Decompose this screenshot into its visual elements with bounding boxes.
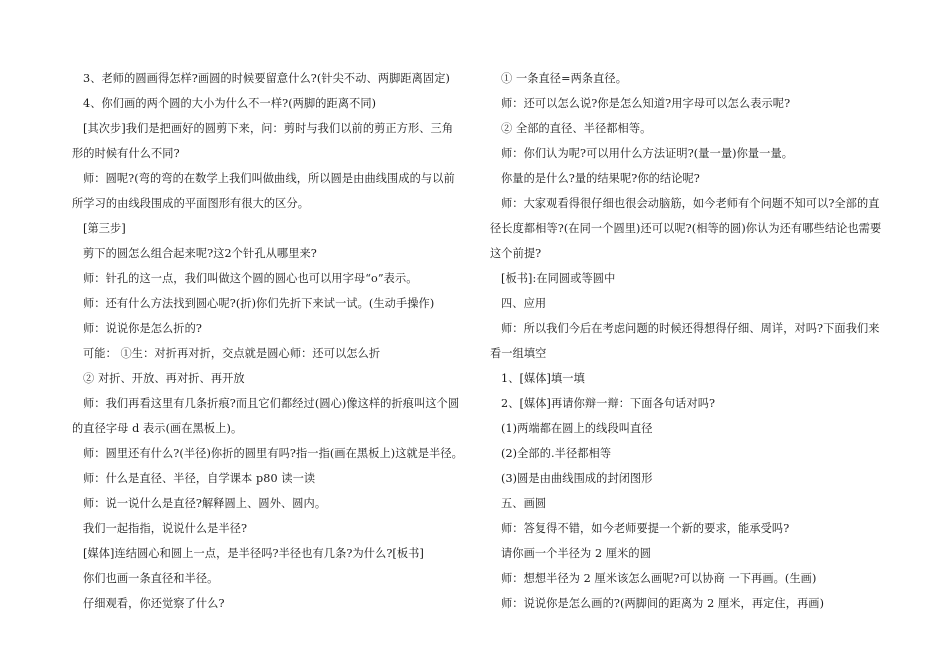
right-paragraph: 请你画一个半径为 2 厘米的圆	[501, 547, 651, 560]
right-paragraph: ② 全部的直径、半径都相等。	[501, 122, 652, 135]
left-paragraph: 可能： ①生：对折再对折，交点就是圆心师：还可以怎么折	[83, 347, 381, 360]
right-column	[490, 66, 882, 616]
right-paragraph: 师：答复得不错，如今老师要提一个新的要求，能承受吗?	[501, 522, 790, 535]
left-paragraph: 师：圆里还有什么?(半径)你折的圆里有吗?指一指(画在黑板上)这就是半径。	[83, 447, 463, 460]
right-paragraph: 你量的是什么?量的结果呢?你的结论呢?	[501, 172, 700, 185]
right-paragraph: 师：大家观看得很仔细也很会动脑筋，如今老师有个问题不知可以?全部的直径长度都相等?(在同一个圆里)还可以呢?(相等的圆)你认为还有哪些结论也需要这个前提?	[490, 197, 882, 260]
right-paragraph: (2)全部的.半径都相等	[501, 447, 612, 460]
left-paragraph: 师：还有什么方法找到圆心呢?(折)你们先折下来试一试。(生动手操作)	[83, 297, 435, 310]
left-paragraph: 师：说说你是怎么折的?	[83, 322, 202, 335]
right-paragraph: 师：说说你是怎么画的?(两脚间的距离为 2 厘米，再定住，再画)	[501, 597, 825, 610]
right-paragraph: 师：还可以怎么说?你是怎么知道?用字母可以怎么表示呢?	[501, 97, 791, 110]
right-paragraph: (1)两端都在圆上的线段叫直径	[501, 422, 653, 435]
left-paragraph: 师：什么是直径、半径，自学课本 p80 读一读	[83, 472, 316, 485]
right-paragraph: 四、应用	[501, 297, 547, 310]
left-paragraph: 我们一起指指，说说什么是半径?	[83, 522, 248, 535]
right-paragraph: 师：想想半径为 2 厘米该怎么画呢?可以协商 一下再画。(生画)	[501, 572, 817, 585]
left-paragraph: 仔细观看，你还觉察了什么?	[83, 597, 225, 610]
left-paragraph: 师：说一说什么是直径?解释圆上、圆外、圆内。	[83, 497, 327, 510]
left-column	[72, 66, 464, 616]
right-paragraph: 1、[媒体]填一填	[501, 372, 585, 385]
left-paragraph: 你们也画一条直径和半径。	[83, 572, 219, 585]
left-paragraph: 3、老师的圆画得怎样?画圆的时候要留意什么?(针尖不动、两脚距离固定)	[83, 72, 450, 85]
right-paragraph: [板书]:在同圆或等圆中	[501, 272, 616, 285]
left-paragraph: 师：我们再看这里有几条折痕?而且它们都经过(圆心)像这样的折痕叫这个圆的直径字母 d 表示(画在黑板上)。	[72, 397, 460, 435]
right-paragraph: (3)圆是由曲线围成的封闭图形	[501, 472, 653, 485]
right-paragraph: 2、[媒体]再请你辩一辩：下面各句话对吗?	[501, 397, 716, 410]
right-paragraph: 五、画圆	[501, 497, 547, 510]
left-paragraph: ② 对折、开放、再对折、再开放	[83, 372, 245, 385]
right-paragraph: 师：所以我们今后在考虑问题的时候还得想得仔细、周详，对吗?下面我们来看一组填空	[490, 322, 880, 360]
left-paragraph: [媒体]连结圆心和圆上一点，是半径吗?半径也有几条?为什么?[板书]	[83, 547, 424, 560]
right-paragraph: ① 一条直径=两条直径。	[501, 72, 628, 85]
right-paragraph: 师：你们认为呢?可以用什么方法证明?(量一量)你量一量。	[501, 147, 794, 160]
left-paragraph: 师：针孔的这一点，我们叫做这个圆的圆心也可以用字母“o”表示。	[83, 272, 418, 285]
left-paragraph: 剪下的圆怎么组合起来呢?这2个针孔从哪里来?	[83, 247, 317, 260]
left-paragraph: [其次步]我们是把画好的圆剪下来，问：剪时与我们以前的剪正方形、三角形的时候有什么不同?	[72, 122, 454, 160]
left-paragraph: [第三步]	[83, 222, 126, 235]
left-paragraph: 师：圆呢?(弯的弯的在数学上我们叫做曲线，所以圆是由曲线围成的与以前所学习的由线段围成的平面图形有很大的区分。	[72, 172, 455, 210]
left-paragraph: 4、你们画的两个圆的大小为什么不一样?(两脚的距离不同)	[83, 97, 377, 110]
